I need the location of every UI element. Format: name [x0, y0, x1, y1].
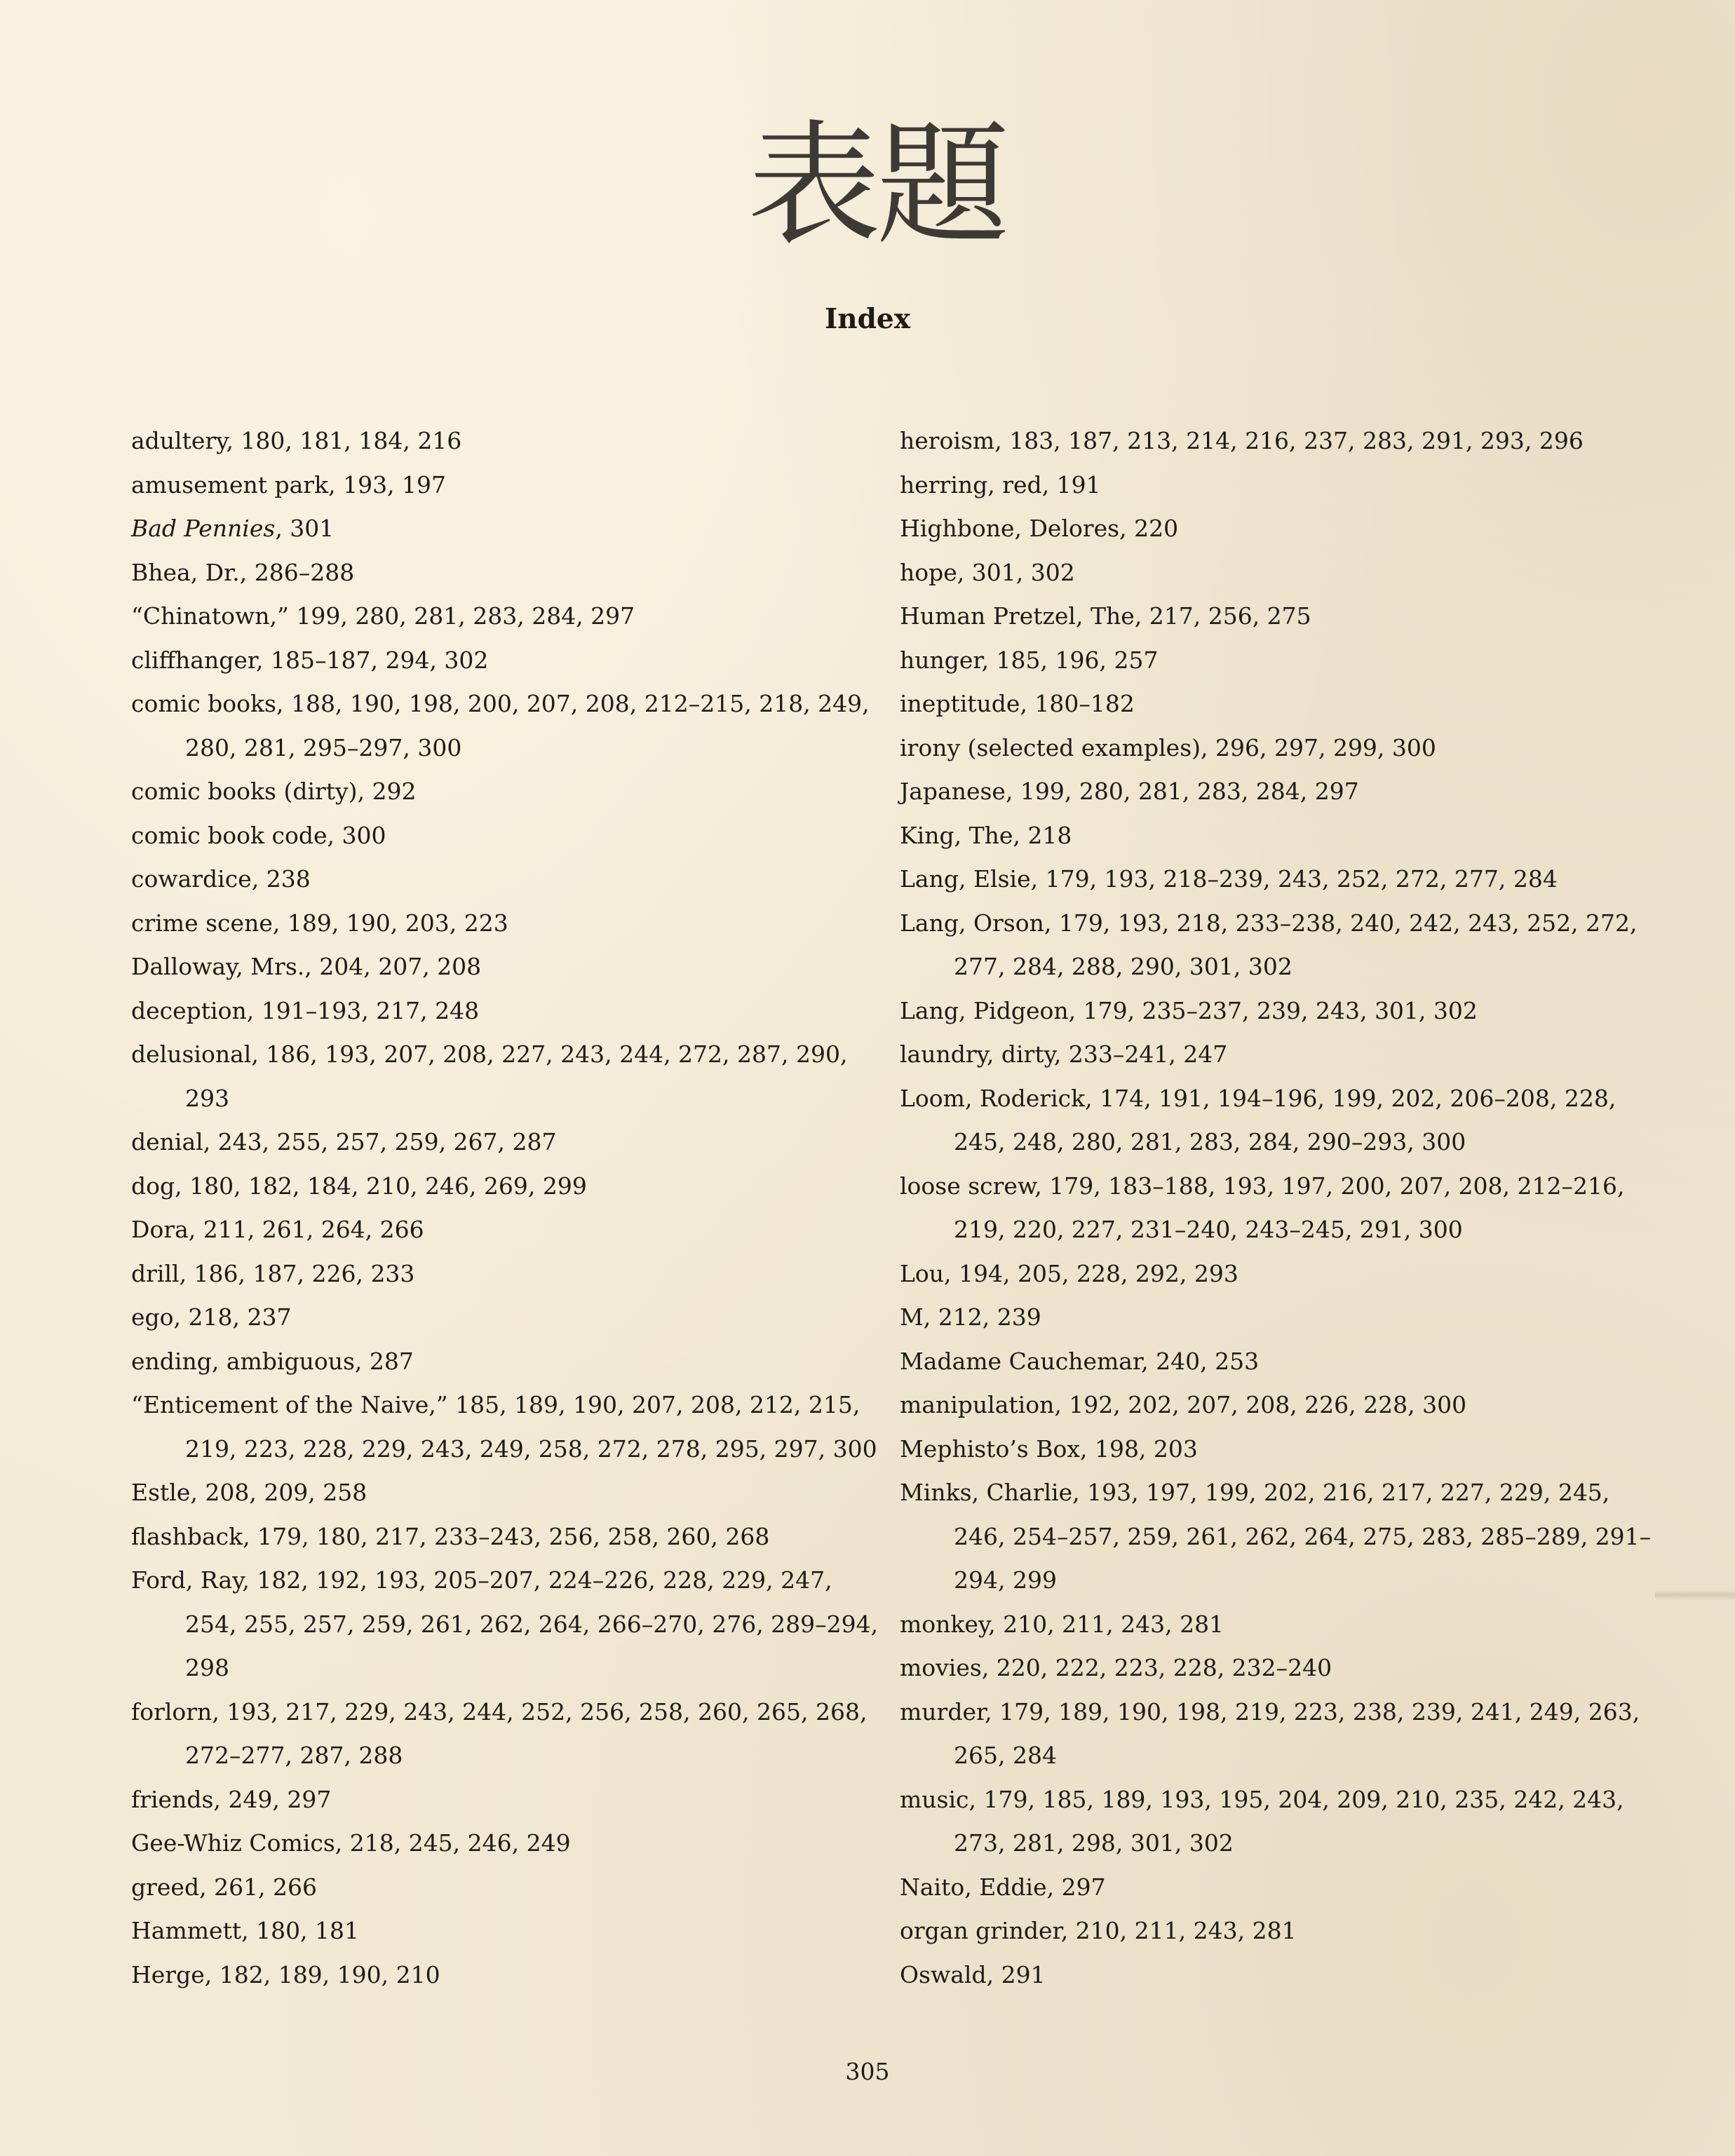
index-term: M	[900, 1303, 924, 1331]
index-entry	[131, 1515, 889, 1559]
index-page-refs: , 220	[1119, 515, 1179, 542]
index-entry	[131, 551, 889, 595]
index-entry	[131, 814, 889, 858]
index-term: flashback	[131, 1522, 243, 1550]
index-term: dog	[131, 1172, 175, 1200]
index-term: organ grinder	[900, 1917, 1061, 1944]
index-entry	[131, 1252, 889, 1296]
index-page-refs: , 194, 205, 228, 292, 293	[944, 1259, 1238, 1287]
index-term: denial	[131, 1128, 203, 1155]
index-page-refs: 185, 189, 190, 207, 208, 212, 215, 219, 223, 228, 229, 243, 249, 258, 272, 278, 295, 297, 300	[185, 1391, 877, 1463]
index-page-refs: , 179, 235–237, 239, 243, 301, 302	[1068, 996, 1478, 1024]
index-entry	[131, 1822, 889, 1866]
index-term: hope	[900, 558, 957, 586]
index-page-refs: , 204, 207, 208	[304, 953, 482, 980]
index-term: Oswald	[900, 1960, 987, 1988]
index-entry	[900, 1471, 1657, 1603]
index-entry	[900, 507, 1657, 551]
index-entry	[900, 902, 1657, 989]
index-entry	[131, 1296, 889, 1340]
index-entry	[131, 1866, 889, 1910]
index-page-refs: , 191	[1041, 470, 1101, 499]
index-entry	[900, 1428, 1657, 1472]
index-term: Gee-Whiz Comics	[131, 1829, 335, 1857]
index-entry	[131, 1208, 889, 1252]
index-term: greed	[131, 1873, 200, 1901]
index-page-refs: , 208, 209, 258	[190, 1479, 367, 1506]
index-term: cliffhanger	[131, 646, 257, 674]
index-term: Human Pretzel, The	[900, 602, 1135, 630]
index-term: Madame Cauchemar	[900, 1347, 1142, 1375]
index-term: Minks, Charlie	[900, 1479, 1073, 1506]
index-entry	[131, 682, 889, 770]
index-entry	[900, 1165, 1657, 1252]
index-entry	[900, 551, 1657, 595]
index-page-refs: , 182, 189, 190, 210	[204, 1960, 440, 1988]
index-entry	[900, 726, 1657, 771]
index-entry	[900, 1866, 1657, 1910]
index-term: comic book code	[131, 821, 328, 849]
index-term: adultery	[131, 427, 227, 454]
index-term: drill	[131, 1259, 180, 1287]
index-page-refs: , 249, 297	[213, 1785, 332, 1813]
index-page-refs: , 193, 217, 229, 243, 244, 252, 256, 258, 260, 265, 268, 272–277, 287, 288	[185, 1697, 868, 1769]
index-page-refs: , 189, 190, 203, 223	[272, 909, 508, 937]
index-term: monkey	[900, 1610, 989, 1638]
index-entry	[900, 639, 1657, 683]
index-page-refs: , 183, 187, 213, 214, 216, 237, 283, 291, 293, 296	[994, 427, 1584, 454]
index-entry	[900, 463, 1657, 508]
index-term: herring, red	[900, 470, 1042, 499]
index-term: Naito, Eddie	[900, 1873, 1047, 1901]
index-page-refs: , 220, 222, 223, 228, 232–240	[981, 1654, 1332, 1681]
index-page-refs: , 212, 239	[923, 1303, 1041, 1331]
index-entry	[900, 1296, 1657, 1340]
index-page-refs: 199, 280, 281, 283, 284, 297	[288, 602, 635, 630]
index-entry	[900, 1953, 1657, 1998]
index-page-refs: , 300	[327, 821, 386, 849]
index-entry	[131, 1033, 889, 1120]
index-term: Japanese	[900, 778, 1006, 805]
index-term: laundry, dirty	[900, 1040, 1054, 1068]
index-term: Herge	[131, 1960, 205, 1988]
index-page-refs: , 192, 202, 207, 208, 226, 228, 300	[1054, 1391, 1467, 1418]
index-term: Highbone, Delores	[900, 515, 1120, 542]
index-term: hunger	[900, 646, 982, 674]
index-entry	[900, 1340, 1657, 1384]
index-term: Mephisto’s Box	[900, 1435, 1080, 1463]
index-term: cowardice	[131, 865, 252, 893]
index-term: “Chinatown,”	[131, 602, 289, 630]
index-entry	[131, 989, 889, 1033]
index-entry	[900, 857, 1657, 902]
index-term: comic books	[131, 690, 276, 717]
index-entry	[131, 1909, 889, 1953]
index-entry	[131, 945, 889, 989]
index-page-refs: , 240, 253	[1141, 1347, 1260, 1375]
index-term: Hammett	[131, 1917, 242, 1944]
index-page-refs: , 179, 183–188, 193, 197, 200, 207, 208, 212–216, 219, 220, 227, 231–240, 243–245, 291, 300	[954, 1172, 1625, 1243]
index-term: Lang, Orson	[900, 909, 1044, 937]
index-term: Estle	[131, 1479, 191, 1506]
index-page-refs: , 211, 261, 264, 266	[188, 1216, 424, 1243]
index-page-refs: , 179, 185, 189, 193, 195, 204, 209, 210, 235, 242, 243, 273, 281, 298, 301, 302	[954, 1785, 1624, 1857]
index-page-refs: , 198, 203	[1079, 1435, 1198, 1463]
index-page-refs: , 179, 193, 218, 233–238, 240, 242, 243, 252, 272, 277, 284, 288, 290, 301, 302	[954, 909, 1638, 980]
index-page-refs: , 191–193, 217, 248	[246, 996, 480, 1024]
index-entry	[131, 507, 889, 551]
index-entry	[900, 682, 1657, 726]
index-entry	[900, 419, 1657, 463]
index-entry	[900, 1646, 1657, 1690]
index-entry	[131, 1778, 889, 1822]
index-term: King, The	[900, 821, 1013, 849]
index-entry	[131, 1471, 889, 1515]
index-page-refs: , 218, 245, 246, 249	[335, 1829, 571, 1857]
index-column-left	[131, 419, 889, 1997]
index-term: Dora	[131, 1216, 189, 1243]
index-page-refs: , 243, 255, 257, 259, 267, 287	[203, 1128, 557, 1155]
index-term: Lang, Pidgeon	[900, 996, 1069, 1024]
index-page-refs: , 301	[275, 515, 335, 542]
index-term: Ford, Ray	[131, 1566, 243, 1594]
index-term: friends	[131, 1785, 214, 1813]
index-term: ego	[131, 1303, 174, 1331]
index-page-refs: , 193, 197, 199, 202, 216, 217, 227, 229, 245, 246, 254–257, 259, 261, 262, 264, 275, 283, 285–289, 291–294, 299	[954, 1479, 1652, 1594]
index-page-refs: , 217, 256, 275	[1134, 602, 1311, 630]
index-term: Lou	[900, 1259, 945, 1287]
index-page-refs: , 180, 181, 184, 216	[226, 427, 462, 454]
index-page-refs: , 186, 187, 226, 233	[179, 1259, 415, 1287]
index-entry	[131, 639, 889, 683]
index-entry	[131, 1383, 889, 1471]
index-entry	[900, 1778, 1657, 1866]
index-term: Bad Pennies	[131, 515, 276, 542]
index-term: loose screw	[900, 1172, 1035, 1200]
index-page-refs: , 297	[1046, 1873, 1106, 1901]
index-term: Lang, Elsie	[900, 865, 1031, 893]
index-page-refs: , 301, 302	[957, 558, 1075, 586]
index-page-refs: , 179, 180, 217, 233–243, 256, 258, 260, 268	[243, 1522, 770, 1550]
index-page-refs: , 179, 193, 218–239, 243, 252, 272, 277, 284	[1030, 865, 1558, 893]
index-page-refs: , 233–241, 247	[1053, 1040, 1228, 1068]
index-entry	[900, 770, 1657, 814]
index-entry	[131, 1559, 889, 1690]
index-term: amusement park	[131, 470, 329, 499]
index-entry	[131, 595, 889, 639]
index-entry	[900, 1603, 1657, 1647]
index-page-refs: , 210, 211, 243, 281	[988, 1610, 1224, 1638]
index-entry	[900, 1033, 1657, 1077]
index-term: comic books (dirty)	[131, 778, 358, 805]
index-term: deception	[131, 996, 247, 1024]
index-entry	[900, 989, 1657, 1033]
index-page-refs: , 210, 211, 243, 281	[1060, 1917, 1297, 1944]
index-entry	[131, 463, 889, 508]
index-term: ending, ambiguous	[131, 1347, 355, 1375]
calligraphy-heading: 表題	[747, 108, 1006, 263]
index-term: delusional	[131, 1040, 252, 1068]
index-page-refs: , 174, 191, 194–196, 199, 202, 206–208, 228, 245, 248, 280, 281, 283, 284, 290–293, 300	[954, 1084, 1616, 1155]
index-term: forlorn	[131, 1697, 212, 1726]
index-entry	[131, 1165, 889, 1209]
index-page-refs: , 180, 181	[241, 1917, 360, 1944]
paper-crease	[1655, 1590, 1735, 1600]
index-page-refs: , 193, 197	[328, 470, 447, 499]
index-term: “Enticement of the Naive,”	[131, 1391, 448, 1418]
index-page-refs: , 292	[357, 778, 417, 805]
index-page-refs: , 286–288	[239, 558, 355, 586]
index-entry	[131, 770, 889, 814]
index-entry	[131, 1340, 889, 1384]
index-page-refs: , 185–187, 294, 302	[256, 646, 489, 674]
index-term: crime scene	[131, 909, 273, 937]
index-term: Dalloway, Mrs.	[131, 953, 305, 980]
index-page-refs: , 182, 192, 193, 205–207, 224–226, 228, 229, 247, 254, 255, 257, 259, 261, 262, 264, 266–270, 276, 289–294, 298	[185, 1566, 879, 1681]
index-term: heroism	[900, 427, 995, 454]
index-term: music	[900, 1785, 969, 1813]
index-page-refs: , 180, 182, 184, 210, 246, 269, 299	[175, 1172, 587, 1200]
index-term: Bhea, Dr.	[131, 558, 240, 586]
index-page-refs: , 188, 190, 198, 200, 207, 208, 212–215, 218, 249, 280, 281, 295–297, 300	[185, 690, 870, 761]
index-column-right	[900, 419, 1657, 1997]
index-entry	[131, 857, 889, 902]
index-page-refs: , 179, 189, 190, 198, 219, 223, 238, 239, 241, 249, 263, 265, 284	[954, 1697, 1640, 1769]
page-number: 305	[845, 2058, 890, 2085]
index-page-refs: , 199, 280, 281, 283, 284, 297	[1005, 778, 1359, 805]
index-entry	[131, 1120, 889, 1165]
index-page-refs: , 287	[354, 1347, 414, 1375]
index-entry	[900, 1909, 1657, 1953]
index-term: manipulation	[900, 1391, 1055, 1418]
index-page-refs: , 185, 196, 257	[981, 646, 1159, 674]
index-term: irony (selected examples)	[900, 733, 1201, 761]
index-page-refs: , 180–182	[1020, 690, 1135, 717]
index-term: murder	[900, 1697, 985, 1726]
index-term: Loom, Roderick	[900, 1084, 1086, 1112]
index-entry	[131, 902, 889, 946]
index-entry	[900, 814, 1657, 858]
index-page-refs: , 218	[1013, 821, 1072, 849]
index-page-refs: , 296, 297, 299, 300	[1201, 733, 1436, 761]
index-term: ineptitude	[900, 690, 1020, 717]
index-entry	[900, 1077, 1657, 1165]
index-page-refs: , 218, 237	[173, 1303, 292, 1331]
index-entry	[131, 419, 889, 463]
index-entry	[131, 1690, 889, 1778]
index-entry	[131, 1953, 889, 1998]
index-page-refs: , 186, 193, 207, 208, 227, 243, 244, 272, 287, 290, 293	[185, 1040, 848, 1112]
index-entry	[900, 1252, 1657, 1296]
page-title: Index	[825, 303, 910, 335]
index-entry	[900, 1383, 1657, 1428]
index-entry	[900, 595, 1657, 639]
index-term: movies	[900, 1654, 982, 1681]
index-page-refs: , 261, 266	[199, 1873, 318, 1901]
index-page-refs: , 238	[251, 865, 311, 893]
index-page-refs: , 291	[986, 1960, 1046, 1988]
index-entry	[900, 1690, 1657, 1778]
